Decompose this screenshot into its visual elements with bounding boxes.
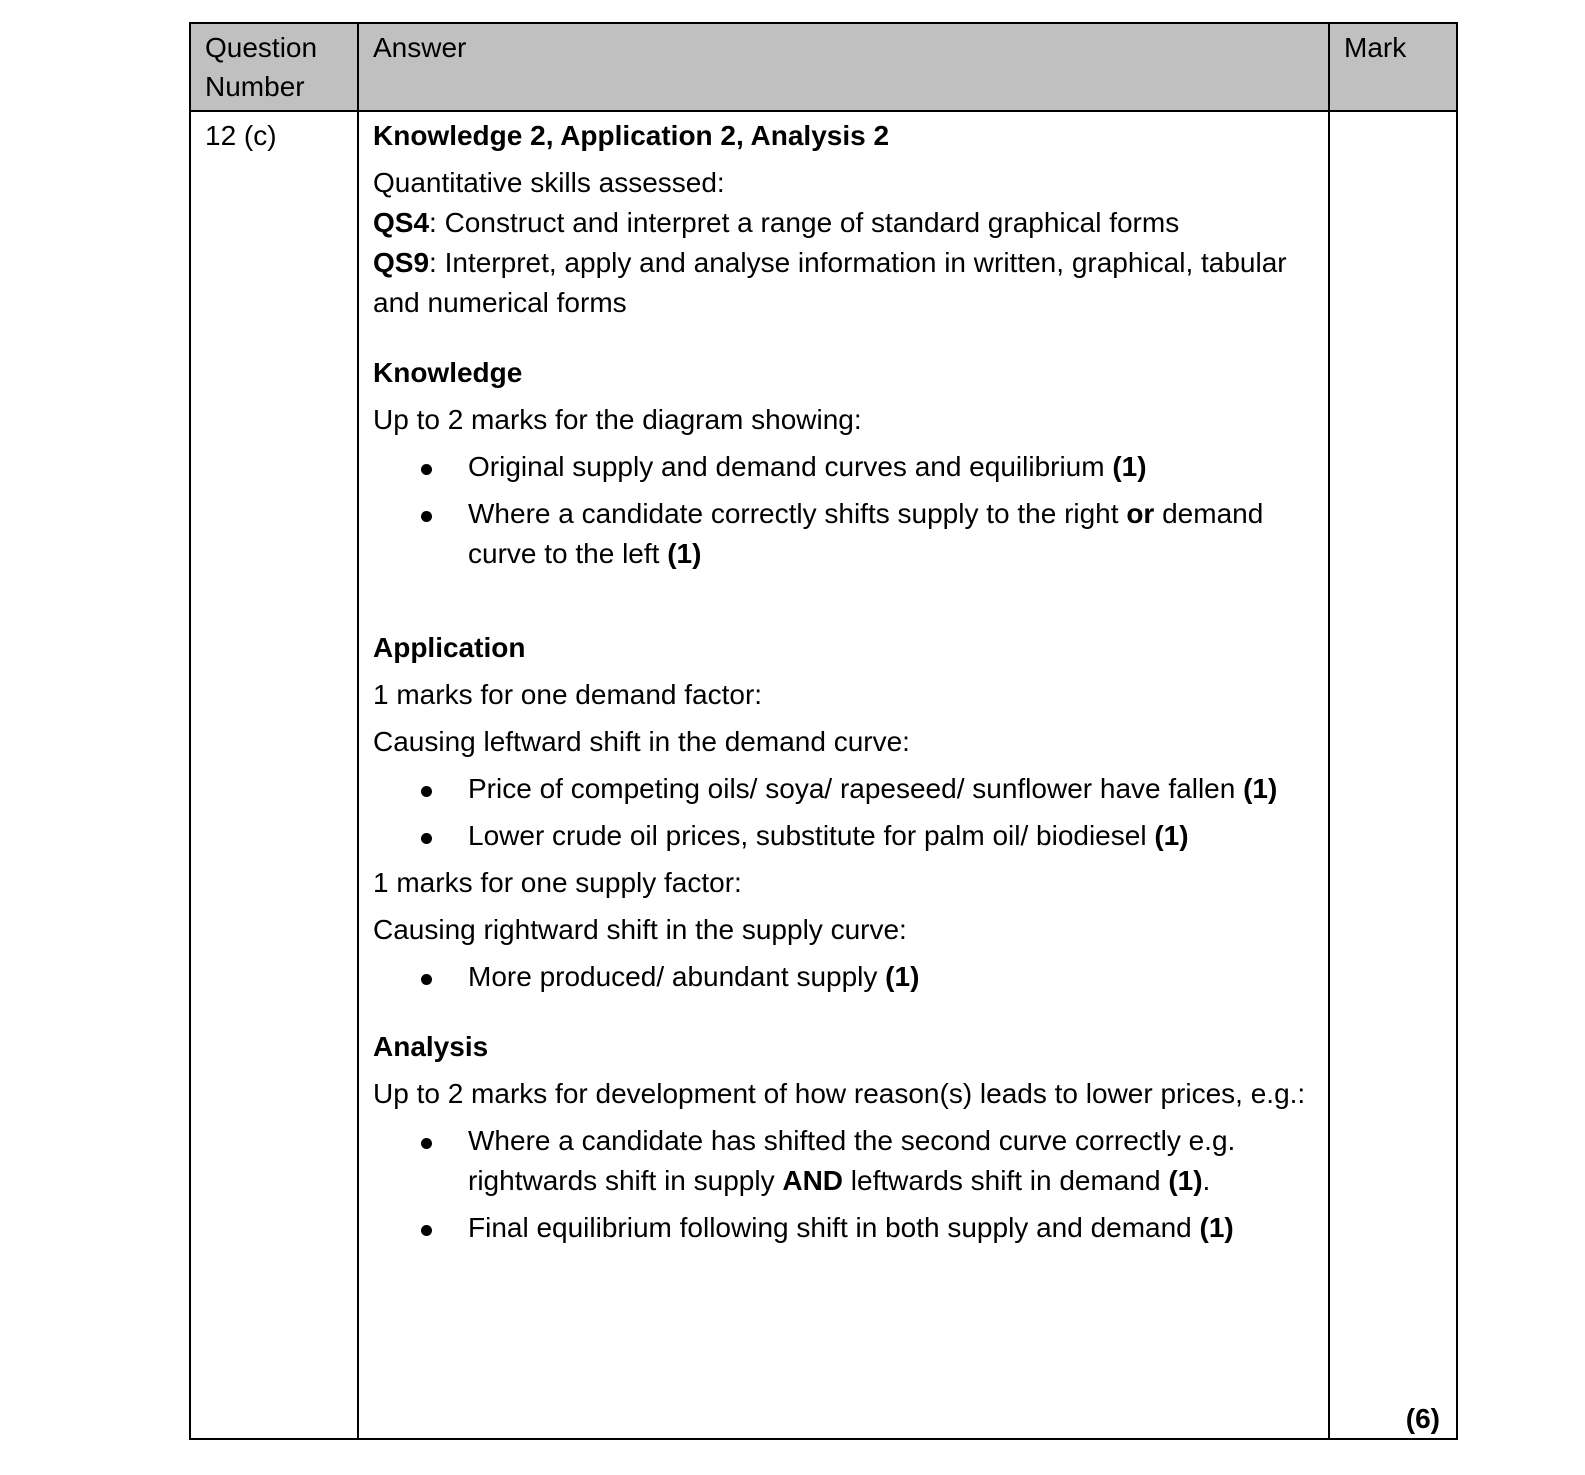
mark-value: (1) — [667, 538, 702, 569]
header-answer: Answer — [358, 23, 1329, 111]
bullet-icon — [421, 511, 432, 522]
mark-value: (1) — [885, 961, 920, 992]
header-mark: Mark — [1329, 23, 1457, 111]
qs-code: QS9 — [373, 247, 430, 278]
demand-bullets — [373, 769, 1314, 856]
supply-intro: 1 marks for one supply factor: — [373, 867, 742, 898]
bullet-text: Where a candidate correctly shifts supply to the right — [468, 498, 1127, 529]
emphasis: or — [1126, 498, 1155, 529]
demand-intro: 1 marks for one demand factor: — [373, 679, 763, 710]
answer-cell — [358, 111, 1329, 1439]
mark-value: (1) — [1112, 451, 1147, 482]
bullet-text: Final equilibrium following shift in both supply and demand — [468, 1212, 1200, 1243]
knowledge-intro: Up to 2 marks for the diagram showing: — [373, 404, 862, 435]
qs-text: : Construct and interpret a range of standard graphical forms — [429, 207, 1180, 238]
supply-bullets — [373, 957, 1314, 997]
mark-value: (1) — [1199, 1212, 1234, 1243]
bullet-text: More produced/ abundant supply — [468, 961, 886, 992]
qs-intro: Quantitative skills assessed: — [373, 167, 725, 198]
mark-value: (1) — [1243, 773, 1278, 804]
analysis-heading: Analysis — [373, 1031, 489, 1062]
header-row — [190, 23, 1457, 111]
mark-value: (1) — [1168, 1165, 1203, 1196]
bullet-icon — [421, 464, 432, 475]
application-heading: Application — [373, 632, 526, 663]
bullet-text: demand curve to the left — [468, 498, 1264, 569]
bullet-icon — [421, 974, 432, 985]
list-item — [373, 494, 1314, 574]
table-row — [190, 111, 1457, 1439]
bullet-icon — [421, 833, 432, 844]
mark-value: (1) — [1154, 820, 1189, 851]
bullet-text: leftwards shift in demand — [843, 1165, 1169, 1196]
supply-cause: Causing rightward shift in the supply curve: — [373, 914, 907, 945]
knowledge-section — [373, 353, 1314, 574]
analysis-intro: Up to 2 marks for development of how reason(s) leads to lower prices, e.g.: — [373, 1078, 1306, 1109]
bullet-icon — [421, 1138, 432, 1149]
list-item — [373, 957, 1314, 997]
bullet-text: Lower crude oil prices, substitute for palm oil/ biodiesel — [468, 820, 1155, 851]
knowledge-bullets — [373, 447, 1314, 574]
list-item — [373, 816, 1314, 856]
application-section — [373, 628, 1314, 997]
qs-item — [373, 203, 1314, 243]
header-question-number: Question Number — [190, 23, 358, 111]
list-item — [373, 1121, 1314, 1201]
analysis-section — [373, 1027, 1314, 1248]
question-number-cell: 12 (c) — [190, 111, 358, 1439]
list-item — [373, 447, 1314, 487]
punctuation: . — [1202, 1165, 1211, 1196]
demand-cause: Causing leftward shift in the demand curve: — [373, 726, 910, 757]
bullet-icon — [421, 1225, 432, 1236]
mark-cell — [1329, 111, 1457, 1439]
bullet-text: Original supply and demand curves and equilibrium — [468, 451, 1113, 482]
bullet-text: Price of competing oils/ soya/ rapeseed/ sunflower have fallen — [468, 773, 1244, 804]
marks-summary: Knowledge 2, Application 2, Analysis 2 — [373, 120, 890, 151]
bullet-text: Where a candidate has shifted the second curve correctly e.g. rightwards shift in supply — [468, 1125, 1236, 1196]
qs-item — [373, 243, 1314, 323]
emphasis: AND — [782, 1165, 844, 1196]
list-item — [373, 1208, 1314, 1248]
bullet-icon — [421, 786, 432, 797]
analysis-bullets — [373, 1121, 1314, 1248]
qs-text: : Interpret, apply and analyse information in written, graphical, tabular and numerical forms — [373, 247, 1287, 318]
list-item — [373, 769, 1314, 809]
mark-scheme-table — [189, 22, 1458, 1440]
knowledge-heading: Knowledge — [373, 357, 523, 388]
mark-total: (6) — [1405, 1403, 1440, 1434]
qs-code: QS4 — [373, 207, 430, 238]
